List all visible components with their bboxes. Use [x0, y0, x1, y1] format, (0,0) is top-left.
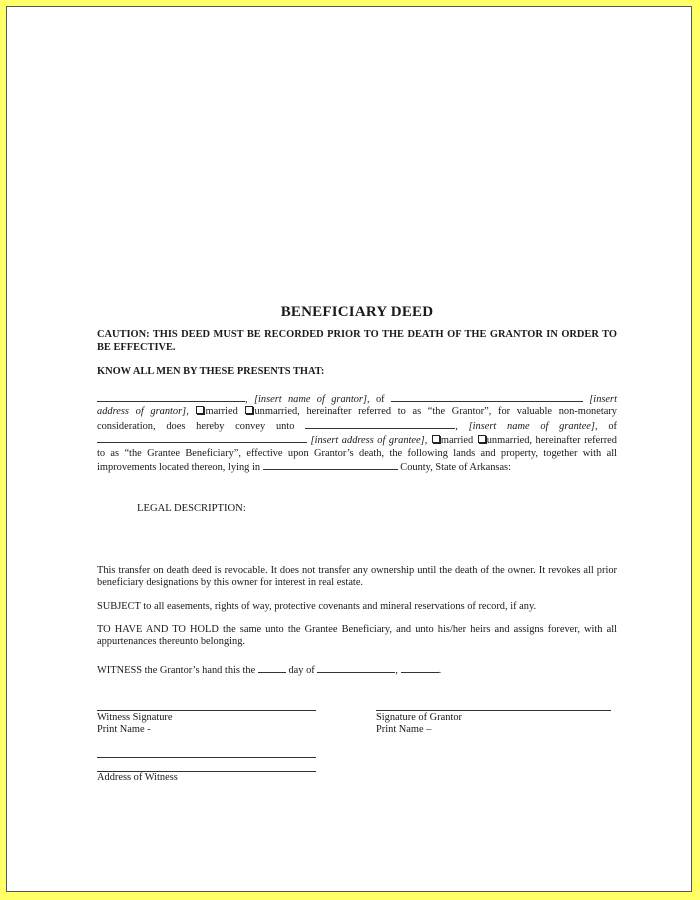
- grantee-address-hint: [insert address of grantee],: [310, 435, 428, 447]
- witness-print-name-label: Print Name -: [97, 724, 151, 735]
- conveyance-paragraph: , [insert name of grantor], of [insert address of grantor], married unmarried, hereinafter referred to as “the Grantor”, for valuable non-monetary consideration, does hereby convey unto , [insert name of grantee], of [insert address of grantee], married unmarried, hereinafter referred to as “the Grantee Beneficiary”, effective upon Grantor’s death, the following lands and property, together with all improvements located thereon, lying in County, State of Arkansas:: [97, 394, 617, 474]
- caution-notice: CAUTION: THIS DEED MUST BE RECORDED PRIOR TO THE DEATH OF THE GRANTOR IN ORDER TO BE EFFECTIVE.: [97, 329, 617, 353]
- grantor-name-blank[interactable]: [97, 392, 245, 402]
- grantee-address-blank[interactable]: [97, 433, 307, 443]
- witness-address-line-1[interactable]: [97, 757, 316, 758]
- witness-address-label: Address of Witness: [97, 772, 178, 783]
- grantor-print-name-label: Print Name –: [376, 724, 432, 735]
- legal-description-label: LEGAL DESCRIPTION:: [137, 503, 246, 514]
- unmarried-checkbox-2[interactable]: [478, 435, 486, 443]
- grantor-address-hint: [insert address of grantor],: [97, 394, 617, 418]
- grantee-name-hint: [insert name of grantee],: [468, 420, 598, 432]
- habendum-paragraph: TO HAVE AND TO HOLD the same unto the Grantee Beneficiary, and unto his/her heirs and assigns forever, with all appurtenances thereunto belonging.: [97, 624, 617, 648]
- document-frame: [6, 6, 692, 892]
- witness-signature-line[interactable]: [97, 710, 316, 711]
- grantor-signature-line[interactable]: [376, 710, 611, 711]
- witness-year-blank[interactable]: [401, 663, 439, 673]
- witness-signature-label: Witness Signature: [97, 712, 173, 723]
- witness-paragraph: WITNESS the Grantor’s hand this the day of , .: [97, 665, 442, 676]
- know-all-heading: KNOW ALL MEN BY THESE PRESENTS THAT:: [97, 366, 325, 377]
- witness-day-blank[interactable]: [258, 663, 286, 673]
- grantee-name-blank[interactable]: [305, 419, 455, 429]
- married-checkbox-2[interactable]: [432, 435, 440, 443]
- grantor-name-hint: [insert name of grantor]: [253, 394, 368, 405]
- grantor-address-blank[interactable]: [391, 392, 583, 402]
- county-blank[interactable]: [263, 460, 398, 470]
- subject-paragraph: SUBJECT to all easements, rights of way, protective covenants and mineral reservations of record, if any.: [97, 601, 537, 612]
- witness-month-blank[interactable]: [317, 663, 395, 673]
- grantor-signature-label: Signature of Grantor: [376, 712, 462, 723]
- unmarried-checkbox[interactable]: [245, 406, 253, 414]
- transfer-paragraph: This transfer on death deed is revocable. It does not transfer any ownership until the death of the owner. It revokes all prior beneficiary designations by this owner for interest in real estate.: [97, 565, 617, 589]
- document-title: BENEFICIARY DEED: [280, 304, 434, 320]
- married-checkbox[interactable]: [196, 406, 204, 414]
